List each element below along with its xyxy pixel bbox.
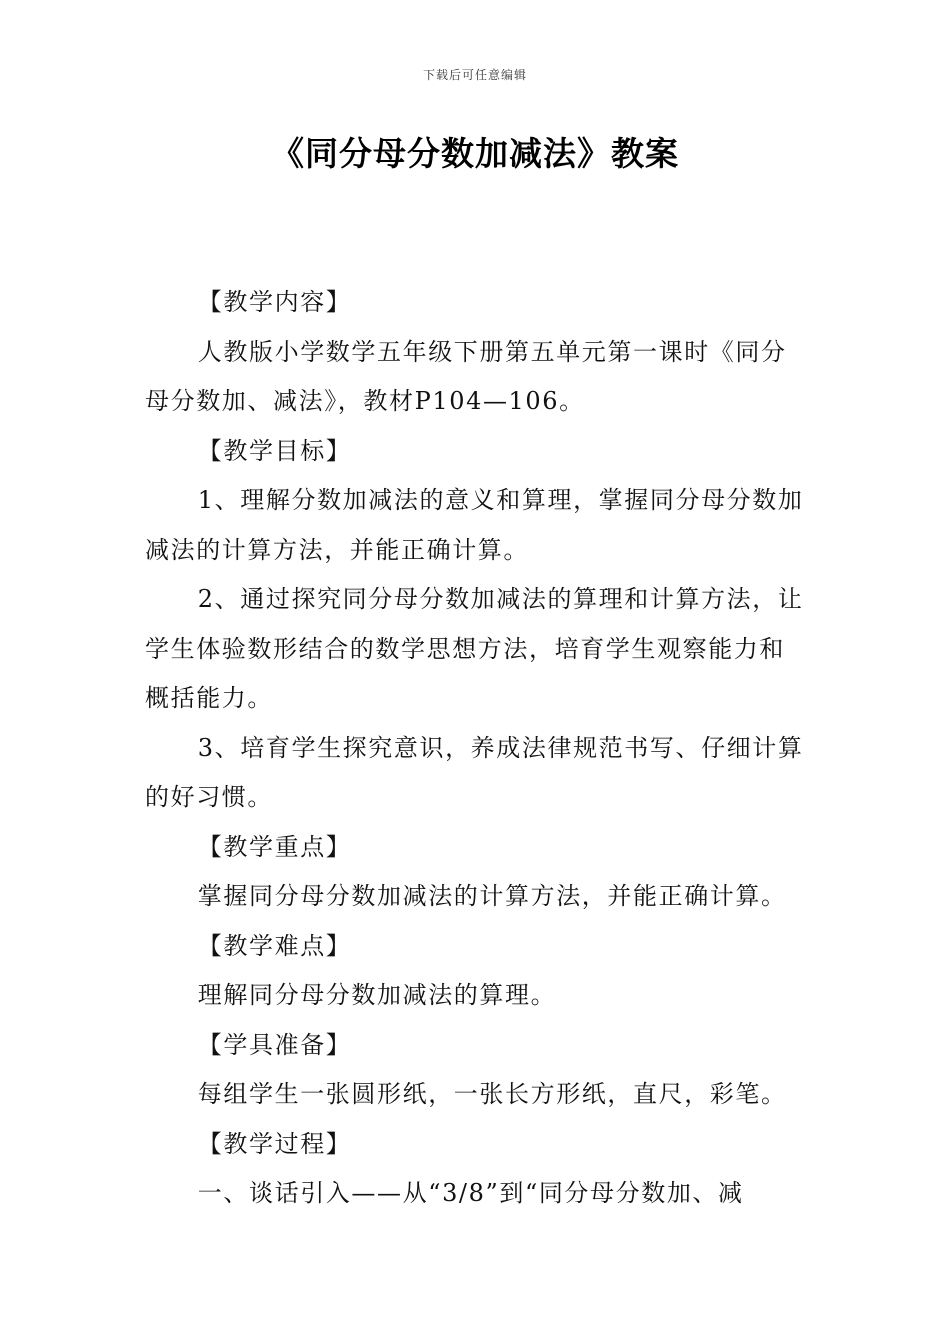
goal-item-2: 2、通过探究同分母分数加减法的算理和计算方法，让学生体验数形结合的数学思想方法，培育学生观察能力和概括能力。 xyxy=(145,585,804,712)
process-step-1: 一、谈话引入——从“3/8”到“同分母分数加、减 xyxy=(197,1179,744,1207)
goal-item-1: 1、理解分数加减法的意义和算理，掌握同分母分数加减法的计算方法，并能正确计算。 xyxy=(145,486,804,564)
document-title: 《同分母分数加减法》教案 xyxy=(271,134,679,173)
key-points-paragraph: 掌握同分母分数加减法的计算方法，并能正确计算。 xyxy=(197,882,787,910)
document-body xyxy=(145,278,807,1219)
section-heading-process: 【教学过程】 xyxy=(197,1129,352,1158)
difficulty-paragraph: 理解同分母分数加减法的算理。 xyxy=(197,981,557,1009)
section-heading-goals: 【教学目标】 xyxy=(197,436,352,465)
section-heading-difficulty: 【教学难点】 xyxy=(197,931,352,960)
section-heading-content: 【教学内容】 xyxy=(197,288,352,316)
section-heading-key-points: 【教学重点】 xyxy=(197,832,352,861)
content-paragraph: 人教版小学数学五年级下册第五单元第一课时《同分母分数加、减法》，教材P104—106。 xyxy=(145,337,787,415)
header-note: 下载后可任意编辑 xyxy=(422,68,527,82)
goal-item-3: 3、培育学生探究意识，养成法律规范书写、仔细计算的好习惯。 xyxy=(145,733,804,811)
materials-paragraph: 每组学生一张圆形纸，一张长方形纸，直尺，彩笔。 xyxy=(197,1080,787,1108)
section-heading-materials: 【学具准备】 xyxy=(197,1030,352,1059)
